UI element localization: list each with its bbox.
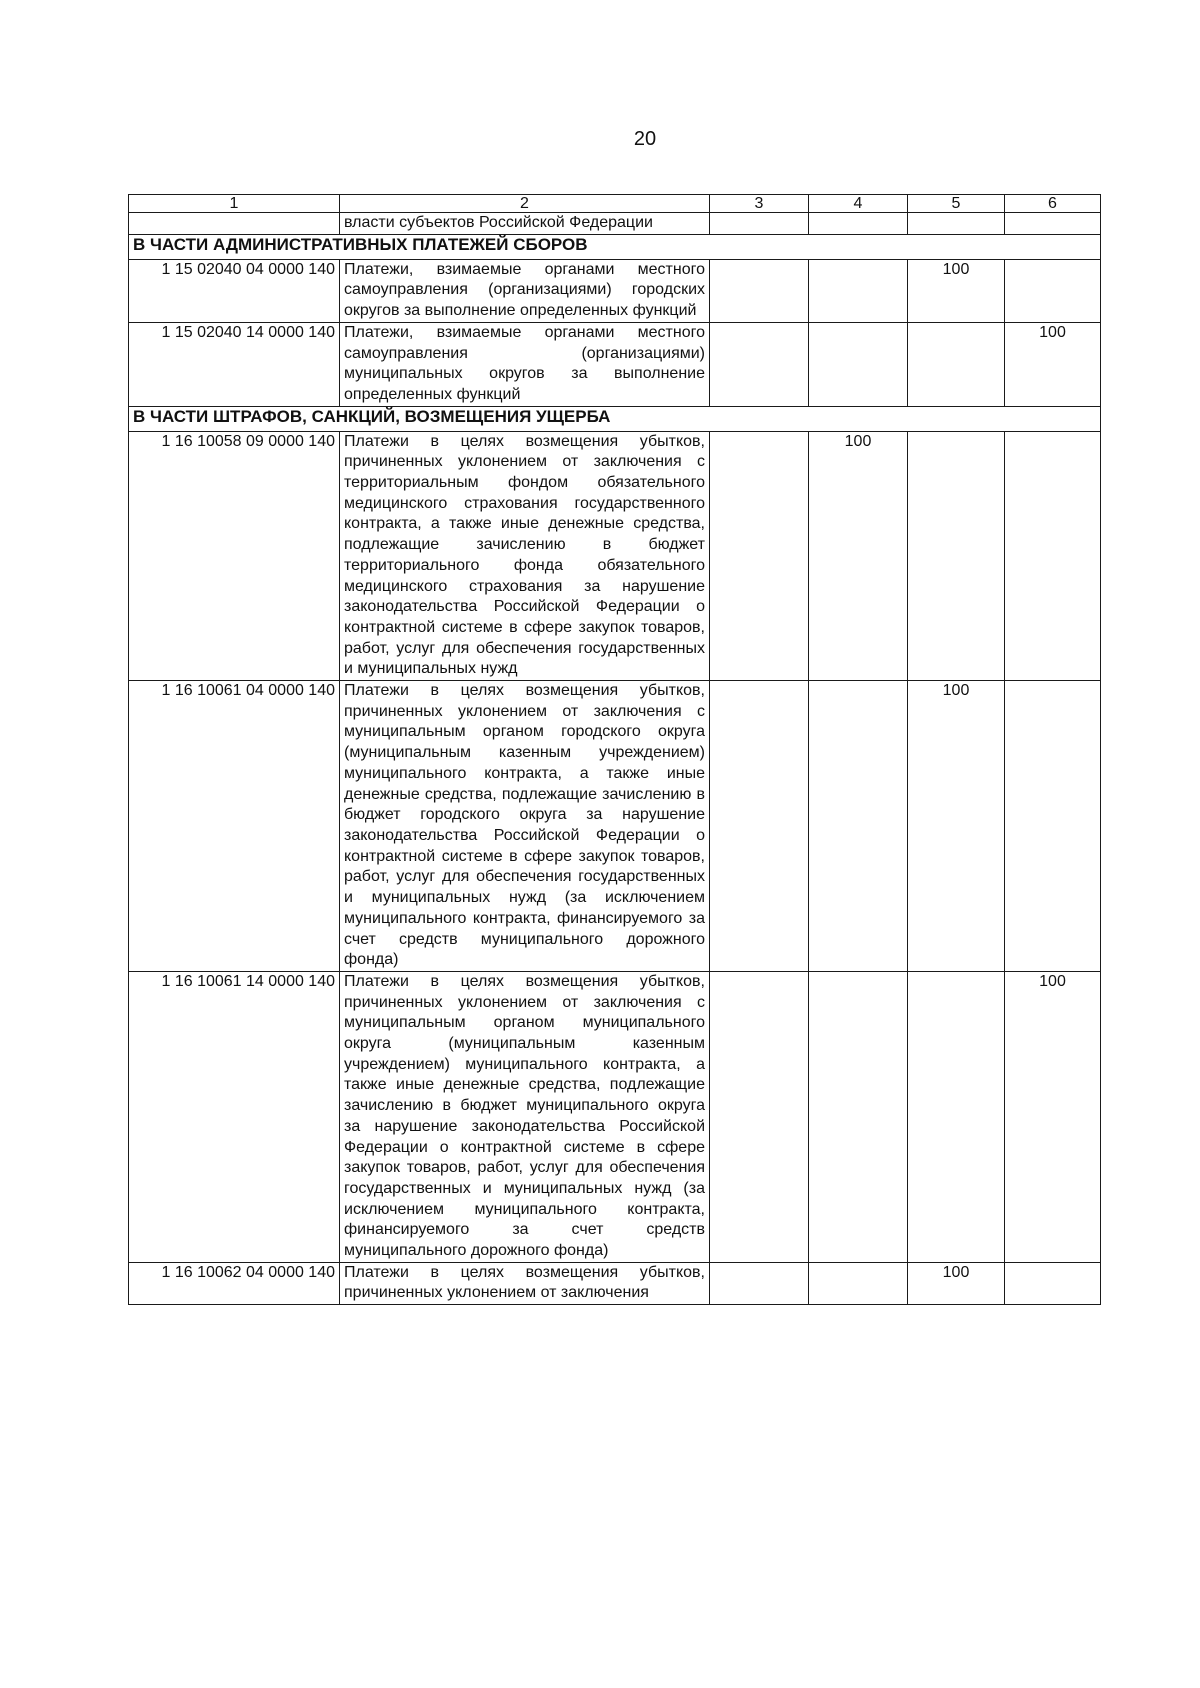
column-4-value	[809, 971, 908, 1262]
column-number-row	[129, 195, 1101, 213]
column-4-value	[809, 213, 908, 235]
column-number-2: 2	[340, 195, 710, 213]
column-6-value	[1005, 259, 1101, 322]
column-4-value	[809, 681, 908, 972]
table-row	[129, 213, 1101, 235]
column-4-value	[809, 322, 908, 406]
revenue-code: 1 16 10062 04 0000 140	[129, 1262, 340, 1304]
column-number-1: 1	[129, 195, 340, 213]
column-6-value: 100	[1005, 971, 1101, 1262]
revenue-description: Платежи, взимаемые органами местного самоуправления (организациями) муниципальных округов за выполнение определенных функций	[340, 322, 710, 406]
revenue-description: Платежи, взимаемые органами местного самоуправления (организациями) городских округов за выполнение определенных функций	[340, 259, 710, 322]
column-3-value	[710, 431, 809, 680]
column-6-value	[1005, 213, 1101, 235]
column-5-value	[908, 213, 1005, 235]
column-5-value	[908, 322, 1005, 406]
revenue-code: 1 16 10061 04 0000 140	[129, 681, 340, 972]
revenue-description: Платежи в целях возмещения убытков, причиненных уклонением от заключения с муниципальным органом городского округа (муниципальным казенным учреждением) муниципального контракта, а также иные денежные средства, подлежащие зачислению в бюджет городского округа за нарушение законодательства Российской Федерации о контрактной системе в сфере закупок товаров, работ, услуг для обеспечения государственных и муниципальных нужд (за исключением муниципального контракта, финансируемого за счет средств муниципального дорожного фонда)	[340, 681, 710, 972]
table-row	[129, 259, 1101, 322]
column-4-value: 100	[809, 431, 908, 680]
column-5-value	[908, 431, 1005, 680]
column-4-value	[809, 259, 908, 322]
section-title: В ЧАСТИ АДМИНИСТРАТИВНЫХ ПЛАТЕЖЕЙ СБОРОВ	[129, 234, 1101, 259]
table-body	[129, 195, 1101, 1305]
section-heading-row	[129, 406, 1101, 431]
revenue-description: Платежи в целях возмещения убытков, причиненных уклонением от заключения с территориальным фондом обязательного медицинского страхования государственного контракта, а также иные денежные средства, подлежащие зачислению в бюджет территориального фонда обязательного медицинского страхования за нарушение законодательства Российской Федерации о контрактной системе в сфере закупок товаров, работ, услуг для обеспечения государственных и муниципальных нужд	[340, 431, 710, 680]
column-6-value: 100	[1005, 322, 1101, 406]
column-6-value	[1005, 431, 1101, 680]
revenue-code: 1 16 10061 14 0000 140	[129, 971, 340, 1262]
column-5-value: 100	[908, 681, 1005, 972]
revenue-code: 1 15 02040 14 0000 140	[129, 322, 340, 406]
section-heading-row	[129, 234, 1101, 259]
table-row	[129, 1262, 1101, 1304]
budget-revenue-table	[128, 194, 1101, 1305]
revenue-code	[129, 213, 340, 235]
column-3-value	[710, 1262, 809, 1304]
revenue-description: Платежи в целях возмещения убытков, причиненных уклонением от заключения	[340, 1262, 710, 1304]
column-3-value	[710, 213, 809, 235]
revenue-description: Платежи в целях возмещения убытков, причиненных уклонением от заключения с муниципальным органом муниципального округа (муниципальным казенным учреждением) муниципального контракта, а также иные денежные средства, подлежащие зачислению в бюджет муниципального округа за нарушение законодательства Российской Федерации о контрактной системе в сфере закупок товаров, работ, услуг для обеспечения государственных и муниципальных нужд (за исключением муниципального контракта, финансируемого за счет средств муниципального дорожного фонда)	[340, 971, 710, 1262]
table-row	[129, 971, 1101, 1262]
page-number: 20	[633, 128, 657, 150]
column-3-value	[710, 322, 809, 406]
section-title: В ЧАСТИ ШТРАФОВ, САНКЦИЙ, ВОЗМЕЩЕНИЯ УЩЕРБА	[129, 406, 1101, 431]
column-6-value	[1005, 1262, 1101, 1304]
column-number-4: 4	[809, 195, 908, 213]
column-6-value	[1005, 681, 1101, 972]
revenue-description: власти субъектов Российской Федерации	[340, 213, 710, 235]
column-number-5: 5	[908, 195, 1005, 213]
column-5-value: 100	[908, 259, 1005, 322]
column-3-value	[710, 259, 809, 322]
table-row	[129, 681, 1101, 972]
column-3-value	[710, 971, 809, 1262]
table-row	[129, 322, 1101, 406]
revenue-code: 1 16 10058 09 0000 140	[129, 431, 340, 680]
column-number-3: 3	[710, 195, 809, 213]
column-5-value	[908, 971, 1005, 1262]
column-5-value: 100	[908, 1262, 1005, 1304]
column-number-6: 6	[1005, 195, 1101, 213]
column-4-value	[809, 1262, 908, 1304]
revenue-code: 1 15 02040 04 0000 140	[129, 259, 340, 322]
column-3-value	[710, 681, 809, 972]
table-row	[129, 431, 1101, 680]
